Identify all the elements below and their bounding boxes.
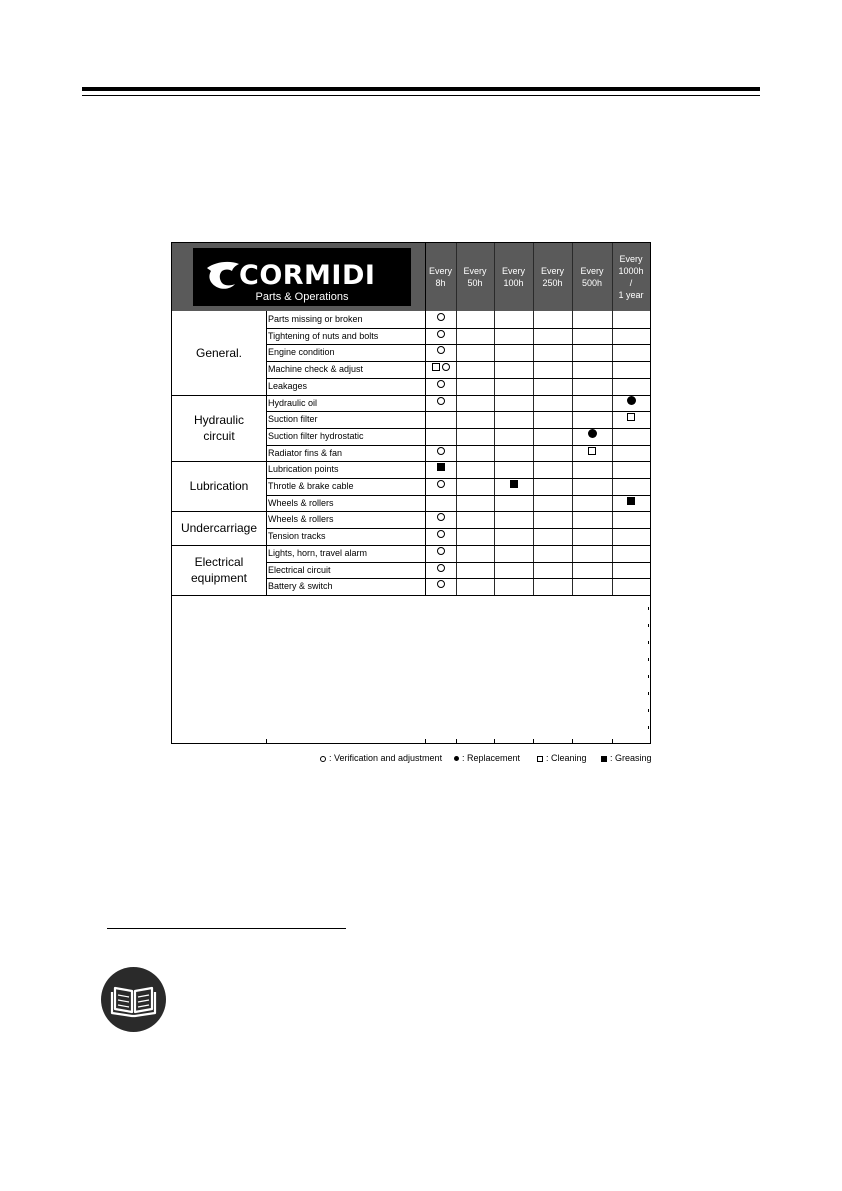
legend-verification-label: : Verification and adjustment [329,753,443,763]
bottom-tick [533,739,534,743]
open-square-icon [588,447,596,455]
header-rule-thin [82,95,760,96]
row-label: Lights, horn, travel alarm [268,547,368,558]
legend-replacement [454,752,520,764]
row-label: Tension tracks [268,531,326,542]
row-label: Throtle & brake cable [268,481,354,491]
group-label: Lubrication [189,479,249,494]
right-tick [648,607,649,610]
grid-vline-group [266,311,267,595]
maintenance-chart [171,242,651,744]
group-label: Electrical equipment [190,554,248,585]
row-label: Radiator fins & fan [268,447,343,458]
open-book-icon [101,967,166,1032]
right-tick [648,709,649,712]
group-label: General. [195,345,243,360]
right-tick [648,624,649,627]
bottom-tick [494,739,495,743]
open-circle-icon [437,397,445,405]
open-circle-icon [437,480,445,488]
legend-greasing [601,752,652,764]
row-label: Wheels & rollers [268,514,334,525]
row-label: Hydraulic oil [268,397,318,408]
open-circle-icon [437,564,445,572]
legend-greasing-label: : Greasing [610,753,652,763]
bottom-tick [266,739,267,743]
bottom-tick [612,739,613,743]
row-label: Electrical circuit [268,564,331,575]
open-circle-icon [437,580,445,588]
logo-name: CORMIDI [239,260,376,291]
manual-badge [101,967,166,1032]
logo-subtitle: Parts & Operations [255,291,349,303]
open-circle-icon [437,547,445,555]
open-square-icon [537,756,543,762]
section-underline [107,928,346,929]
row-label: Parts missing or broken [268,314,363,324]
row-label: Battery & switch [268,581,333,592]
grid-hline-bottom [172,595,650,596]
open-circle-icon [437,313,445,321]
open-square-icon [627,413,635,421]
right-tick [648,692,649,695]
grid-vline [494,243,495,595]
legend-cleaning [537,752,587,764]
grid-vline [456,243,457,595]
right-tick [648,658,649,661]
right-tick [648,641,649,644]
open-circle-icon [437,380,445,388]
filled-square-icon [437,463,445,471]
column-header-3: Every 250h [540,266,564,288]
row-label: Engine condition [268,347,335,358]
logo [193,248,411,306]
grid-vline [612,243,613,595]
filled-circle-icon [627,396,636,405]
row-label: Leakages [268,380,308,391]
legend-replacement-label: : Replacement [462,753,521,763]
open-circle-icon [437,530,445,538]
grid-vline [533,243,534,595]
legend-verification [320,752,442,764]
open-circle-icon [437,330,445,338]
group-label: Undercarriage [180,521,258,536]
row-label: Lubrication points [268,464,339,475]
row-label: Suction filter hydrostatic [268,430,364,441]
column-header-2: Every 100h [501,266,525,288]
column-header-4: Every 500h [580,266,604,288]
open-circle-icon [437,513,445,521]
grid-vline [425,243,426,595]
filled-circle-icon [588,429,597,438]
bottom-tick [425,739,426,743]
legend-cleaning-label: : Cleaning [546,753,587,763]
column-header-0: Every 8h [428,266,452,288]
eagle-logo-icon [205,260,241,290]
bottom-tick [572,739,573,743]
filled-square-icon [627,497,635,505]
filled-circle-icon [454,756,459,761]
row-label: Suction filter [268,414,318,425]
open-circle-icon [442,363,450,371]
grid-hline [266,378,650,379]
open-circle-icon [320,756,326,762]
row-label: Machine check & adjust [268,364,364,375]
right-tick [648,726,649,729]
filled-square-icon [601,756,607,762]
header-rule-thick [82,87,760,91]
group-label: Hydraulic circuit [193,412,244,443]
open-circle-icon [437,346,445,354]
column-header-5: Every 1000h / 1 year [618,254,644,300]
open-circle-icon [437,447,445,455]
row-label: Tightening of nuts and bolts [268,330,379,341]
right-tick [648,675,649,678]
column-header-1: Every 50h [463,266,487,288]
open-square-icon [432,363,440,371]
row-label: Wheels & rollers [268,497,334,508]
filled-square-icon [510,480,518,488]
grid-vline [572,243,573,595]
bottom-tick [456,739,457,743]
grid-hline [266,411,650,412]
